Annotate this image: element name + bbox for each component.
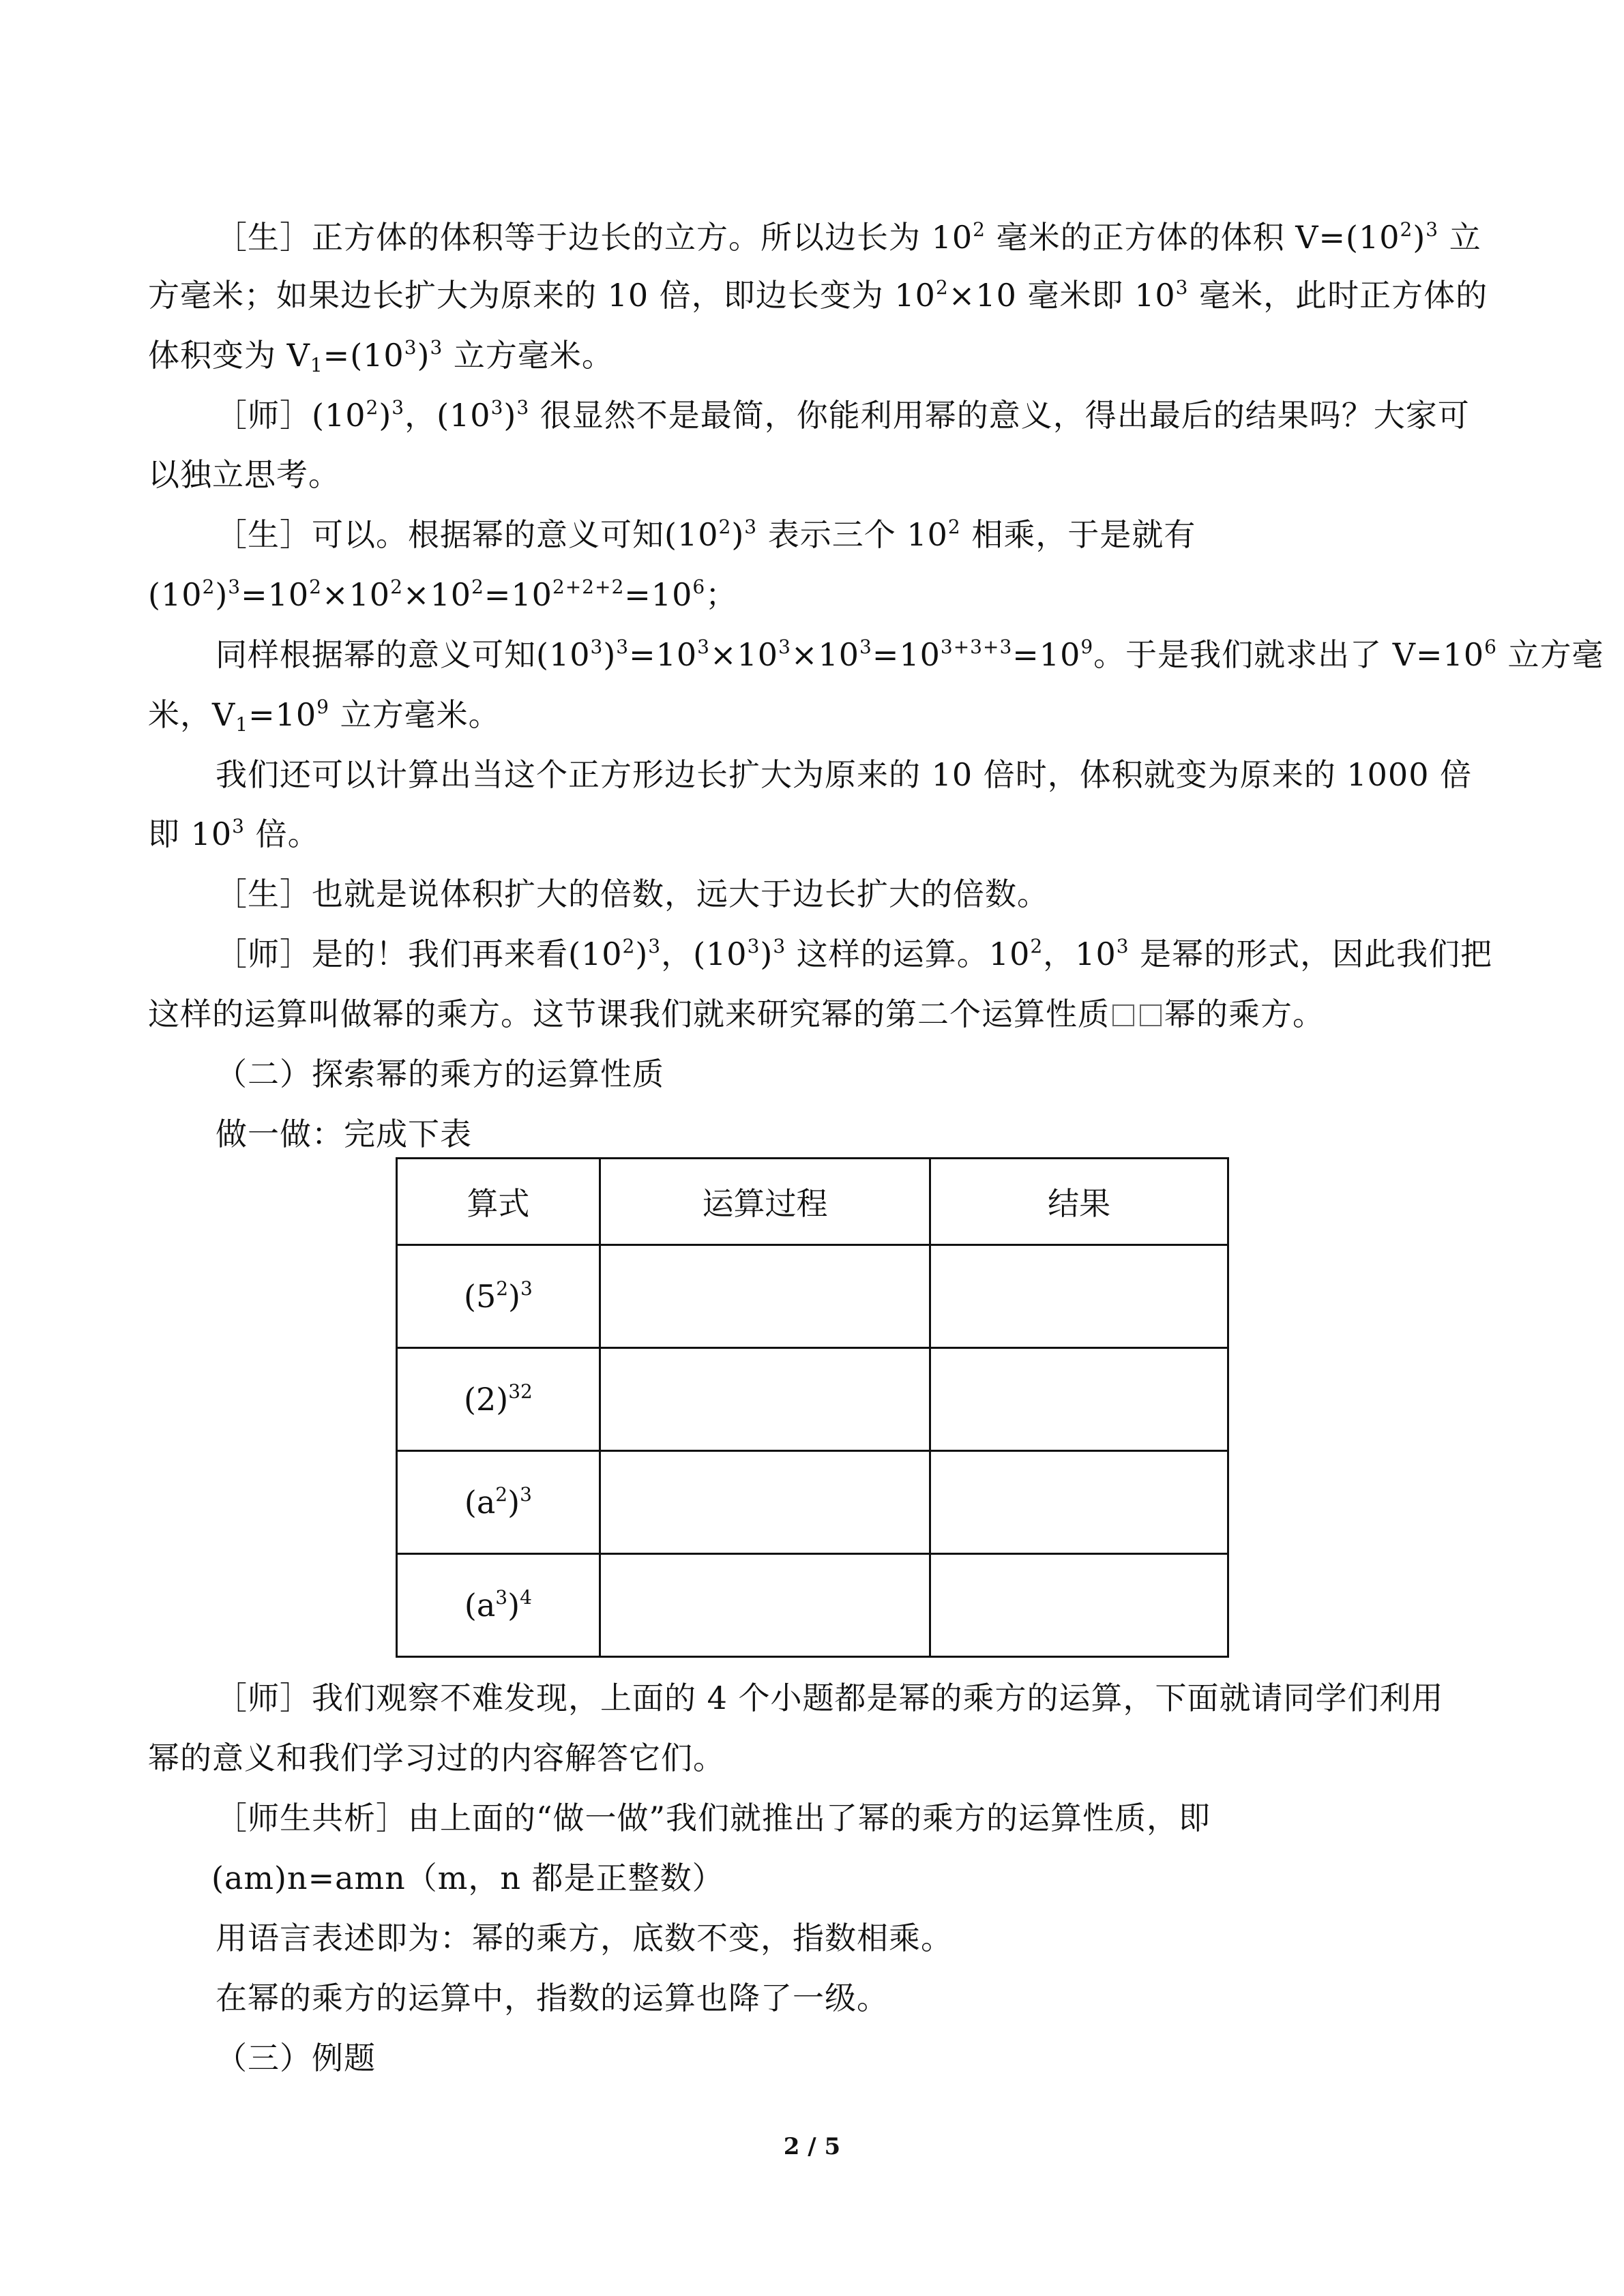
table-header: 算式 <box>397 1159 600 1245</box>
para-line: 这样的运算叫做幂的乘方。这节课我们就来研究幂的第二个运算性质 幂的乘方。 <box>148 994 1325 1034</box>
instruction: 做一做：完成下表 <box>216 1116 472 1152</box>
placeholder-boxes <box>1110 994 1164 1034</box>
para-line: ［生］正方体的体积等于边长的立方。所以边长为 $10^2$ 毫米的正方体的体积 $V=(10^2)^3$ 立 <box>216 218 1481 256</box>
para-line: ［生］也就是说体积扩大的倍数，远大于边长扩大的倍数。 <box>216 876 1049 912</box>
expression-cell: $(a^3)^4$ <box>397 1554 600 1657</box>
result-cell[interactable] <box>930 1451 1228 1554</box>
expression-cell: $(5^2)^3$ <box>397 1245 600 1348</box>
process-cell[interactable] <box>600 1348 930 1451</box>
para-line: 以独立思考。 <box>148 456 340 493</box>
para-line: 用语言表述即为：幂的乘方，底数不变，指数相乘。 <box>216 1920 953 1956</box>
expression-cell: $(2)^{32}$ <box>397 1348 600 1451</box>
process-cell[interactable] <box>600 1554 930 1657</box>
para-line: 体积变为 $V_1=(10^3)^3$ 立方毫米。 <box>148 336 614 376</box>
page-number: 2 / 5 <box>783 2133 841 2160</box>
section-heading: （三）例题 <box>216 2040 376 2076</box>
para-line: 方毫米；如果边长扩大为原来的 10 倍，即边长变为 $10^2\times 10$ 毫米即 $10^3$ 毫米，此时正方体的 <box>148 276 1488 314</box>
para-line: 幂的意义和我们学习过的内容解答它们。 <box>148 1740 725 1776</box>
para-line: $(10^2)^3=10^2\times 10^2\times 10^2=10^{2+2+2}=10^6$； <box>148 576 738 613</box>
para-line: ［师］我们观察不难发现，上面的 4 个小题都是幂的乘方的运算，下面就请同学们利用 <box>216 1680 1444 1716</box>
para-line: 我们还可以计算出当这个正方形边长扩大为原来的 10 倍时，体积就变为原来的 1000 倍 <box>216 756 1473 793</box>
process-cell[interactable] <box>600 1245 930 1348</box>
formula-line: (am)n=amn（m，n 都是正整数） <box>211 1860 724 1896</box>
para-line: ［师生共析］由上面的“做一做”我们就推出了幂的乘方的运算性质，即 <box>216 1800 1211 1836</box>
table-header-row <box>397 1159 1228 1245</box>
section-heading: （二）探索幂的乘方的运算性质 <box>216 1056 664 1092</box>
table-row <box>397 1348 1228 1451</box>
result-cell[interactable] <box>930 1245 1228 1348</box>
table-row <box>397 1245 1228 1348</box>
para-line: 在幂的乘方的运算中，指数的运算也降了一级。 <box>216 1980 889 2016</box>
expression-cell: $(a^2)^3$ <box>397 1451 600 1554</box>
table-header: 结果 <box>930 1159 1228 1245</box>
process-cell[interactable] <box>600 1451 930 1554</box>
result-cell[interactable] <box>930 1554 1228 1657</box>
para-line: 同样根据幂的意义可知$(10^3)^3=10^3\times 10^3\times 10^3=10^{3+3+3}=10^9$。于是我们就求出了 $V=10^6$ 立方毫 <box>216 636 1604 673</box>
para-line: ［生］可以。根据幂的意义可知$(10^2)^3$ 表示三个 $10^2$ 相乘，于是就有 <box>216 516 1196 553</box>
result-cell[interactable] <box>930 1348 1228 1451</box>
para-line: 即 $10^3$ 倍。 <box>148 815 320 852</box>
para-line: ［师$](10^2)^3$，$(10^3)^3$ 很显然不是最简，你能利用幂的意义，得出最后的结果吗？大家可 <box>216 396 1470 434</box>
table-row <box>397 1451 1228 1554</box>
table-header: 运算过程 <box>600 1159 930 1245</box>
para-line: ［师］是的！我们再来看$(10^2)^3$，$(10^3)^3$ 这样的运算。$10^2$，$10^3$ 是幂的形式，因此我们把 <box>216 935 1493 972</box>
table-row <box>397 1554 1228 1657</box>
exercise-table <box>396 1157 1229 1658</box>
para-line: 米，$V_1=10^9$ 立方毫米。 <box>148 696 501 736</box>
